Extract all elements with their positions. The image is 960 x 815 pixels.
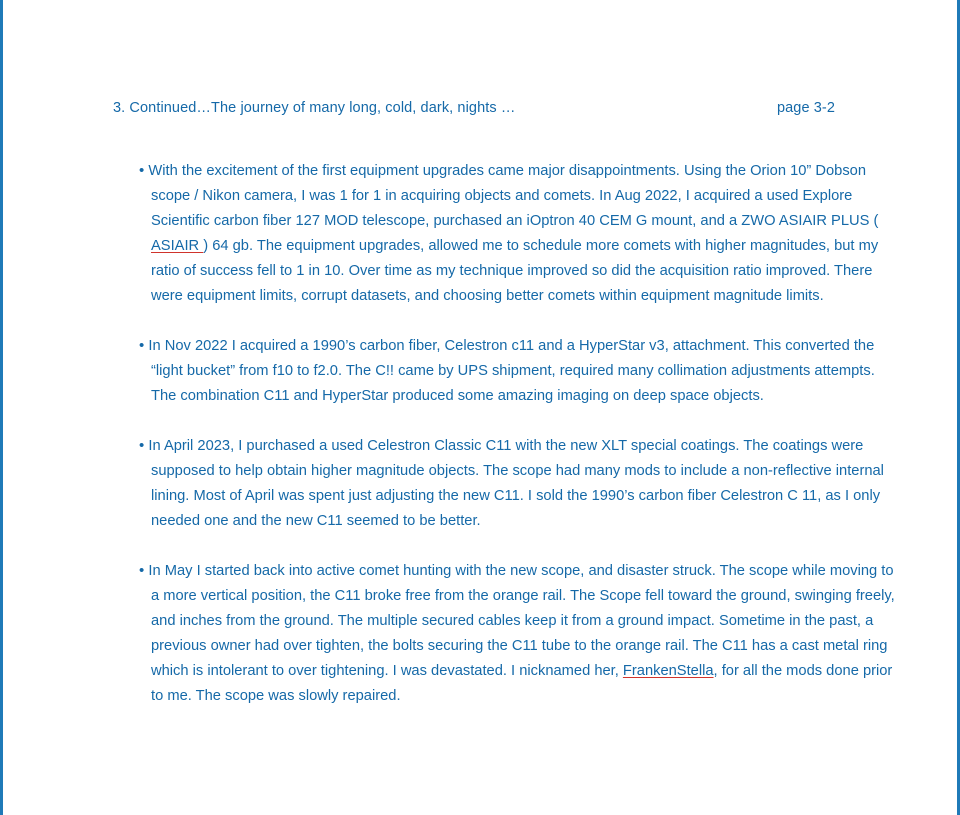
page-number: page 3-2 (776, 100, 835, 116)
paragraph (139, 558, 903, 709)
header-title: 3. Continued…The journey of many long, cold, dark, nights … (113, 100, 516, 116)
paragraph (139, 333, 903, 409)
paragraph (139, 433, 903, 534)
text-run: In Nov 2022 I acquired a 1990’s carbon fiber, Celestron c11 and a HyperStar v3, attachment. This converted the “light bucket” from f10 to f2.0. The C!! came by UPS shipment, required many collimation adjustments attempts. The combination C11 and HyperStar produced some amazing imaging on deep space objects. (148, 338, 875, 404)
misspelled-word: FrankenStella (622, 663, 714, 679)
bullet-glyph: • (139, 437, 149, 454)
text-run: In April 2023, I purchased a used Celestron Classic C11 with the new XLT special coatings. The coatings were supposed to help obtain higher magnitude objects. The scope had many mods to include a non-reflective internal lining. Most of April was spent just adjusting the new C11. I sold the 1990’s carbon fiber Celestron C 11, as I only needed one and the new C11 seemed to be better. (148, 438, 884, 529)
text-run: With the excitement of the first equipment upgrades came major disappointments. Using the Orion 10” Dobson scope / Nikon camera, I was 1 for 1 in acquiring objects and comets. In Aug 2022, I acquired a used Explore Scientific carbon fiber 127 MOD telescope, purchased an iOptron 40 CEM G mount, and a ZWO ASIAIR PLUS ( (148, 163, 879, 229)
document-body (139, 158, 903, 709)
text-run: In May I started back into active comet hunting with the new scope, and disaster struck. The scope while moving to a more vertical position, the C11 broke free from the orange rail. The Scope fell toward the ground, swinging freely, and inches from the ground. The multiple secured cables keep it from a ground impact. Sometime in the past, a previous owner had over tighten, the bolts securing the C11 tube to the orange rail. The C11 has a cast metal ring which is intolerant to over tightening. I was devastated. I nicknamed her, (148, 563, 895, 679)
text-run: ) 64 gb. The equipment upgrades, allowed me to schedule more comets with higher magnitudes, but my ratio of success fell to 1 in 10. Over time as my technique improved so did the acquisition ratio improved. There were equipment limits, corrupt datasets, and choosing better comets within equipment magnitude limits. (151, 238, 879, 304)
page-header (113, 100, 897, 116)
bullet-glyph: • (139, 562, 149, 579)
misspelled-word: ASIAIR (151, 238, 204, 254)
paragraph (139, 158, 903, 309)
text-run: , for all the mods done prior to me. The scope was slowly repaired. (151, 663, 893, 704)
bullet-glyph: • (139, 337, 149, 354)
bullet-glyph: • (139, 162, 149, 179)
